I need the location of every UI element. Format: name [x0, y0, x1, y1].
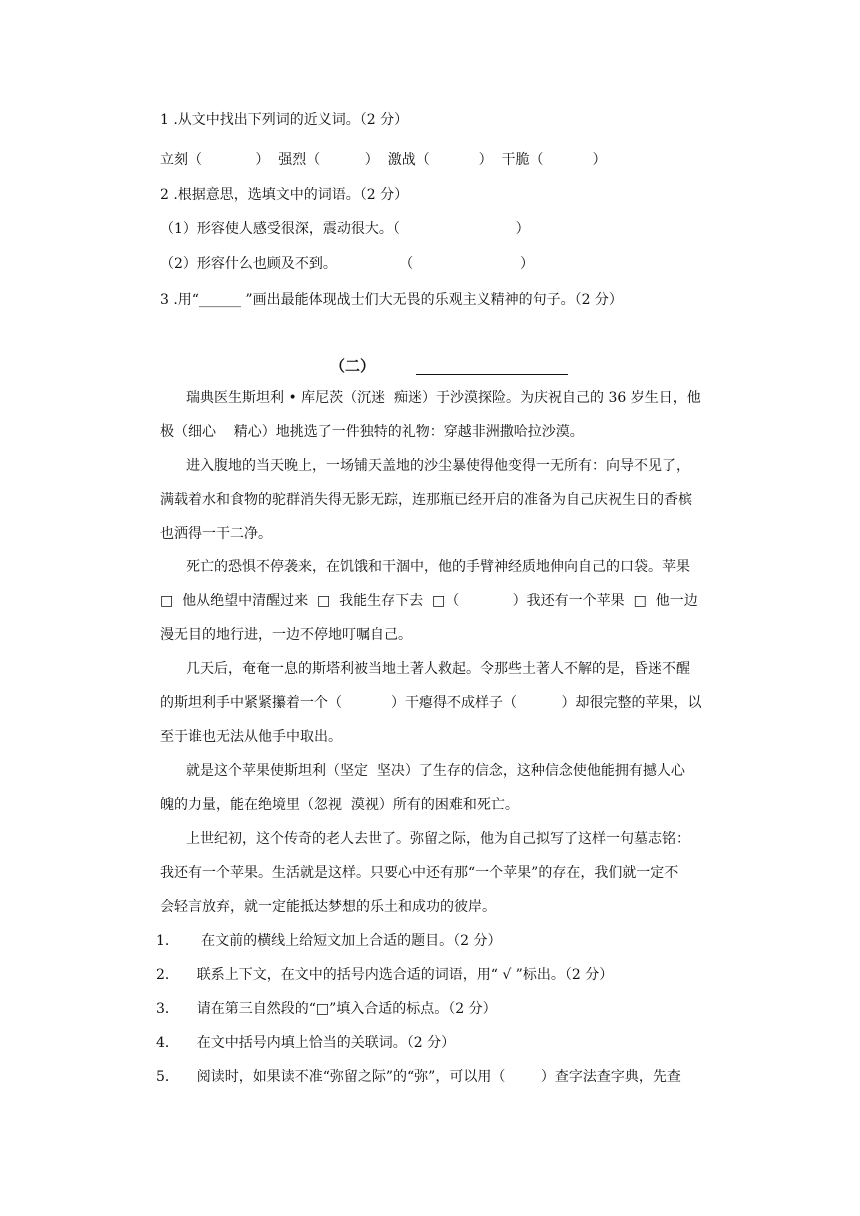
question-item: 4． 在文中括号内填上恰当的关联词。（2 分） — [156, 1035, 456, 1051]
question-1: 1 .从文中找出下列词的近义词。（2 分） — [160, 112, 409, 128]
question-item: 5． 阅读时，如果读不准“弥留之际”的“弥”，可以用（ ）查字法查字典，先查 — [156, 1069, 681, 1085]
question-2: 2 .根据意思，选填文中的词语。（2 分） — [160, 187, 409, 203]
title-blank-line — [416, 374, 568, 375]
passage-line: □ 他从绝望中清醒过来 □ 我能生存下去 □（ ）我还有一个苹果 □ 他一边 — [160, 593, 698, 609]
question-2-item-2: （2）形容什么也顾及不到。 （ ） — [160, 256, 535, 272]
question-item: 2． 联系上下文，在文中的括号内选合适的词语，用“ √ ”标出。（2 分） — [156, 967, 614, 983]
passage-line: 几天后，奄奄一息的斯塔利被当地土著人救起。令那些土著人不解的是，昏迷不醒 — [186, 661, 690, 677]
passage-line: 极（细心 精心）地挑选了一件独特的礼物：穿越非洲撒哈拉沙漠。 — [160, 424, 584, 440]
passage-line: 瑞典医生斯坦利 • 库尼茨（沉迷 痴迷）于沙漠探险。为庆祝自己的 36 岁生日，他 — [186, 390, 701, 406]
passage-line: 的斯坦利手中紧紧攥着一个（ ）干瘪得不成样子（ ）却很完整的苹果，以 — [160, 695, 702, 711]
question-item: 3． 请在第三自然段的“□”填入合适的标点。（2 分） — [156, 1001, 497, 1017]
passage-line: 进入腹地的当天晚上，一场铺天盖地的沙尘暴使得他变得一无所有：向导不见了， — [186, 458, 690, 474]
question-1-blanks: 立刻（ ） 强烈（ ） 激战（ ） 干脆（ ） — [160, 152, 607, 168]
section-heading: （二） — [330, 357, 376, 375]
passage-line: 漫无目的地行进，一边不停地叮嘱自己。 — [160, 627, 412, 643]
question-2-item-1: （1）形容使人感受很深，震动很大。（ ） — [160, 221, 530, 237]
passage-line: 至于谁也无法从他手中取出。 — [160, 729, 342, 745]
passage-line: 死亡的恐惧不停袭来，在饥饿和干涸中，他的手臂神经质地伸向自己的口袋。苹果 — [186, 559, 690, 575]
passage-line: 上世纪初，这个传奇的老人去世了。弥留之际，他为自己拟写了这样一句墓志铭： — [186, 831, 690, 847]
question-item: 1． 在文前的横线上给短文加上合适的题目。（2 分） — [156, 933, 502, 949]
question-3: 3 .用“______ ”画出最能体现战士们大无畏的乐观主义精神的句子。（2 分） — [160, 292, 623, 308]
passage-line: 我还有一个苹果。生活就是这样。只要心中还有那“一个苹果”的存在，我们就一定不 — [160, 865, 679, 881]
passage-line: 就是这个苹果使斯坦利（坚定 坚决）了生存的信念，这种信念使他能拥有撼人心 — [186, 763, 685, 779]
passage-line: 会轻言放弃，就一定能抵达梦想的乐土和成功的彼岸。 — [160, 899, 496, 915]
passage-line: 也洒得一干二净。 — [160, 526, 272, 542]
passage-line: 满载着水和食物的驼群消失得无影无踪，连那瓶已经开启的准备为自己庆祝生日的香槟 — [160, 492, 692, 508]
passage-line: 魄的力量，能在绝境里（忽视 漠视）所有的困难和死亡。 — [160, 797, 519, 813]
